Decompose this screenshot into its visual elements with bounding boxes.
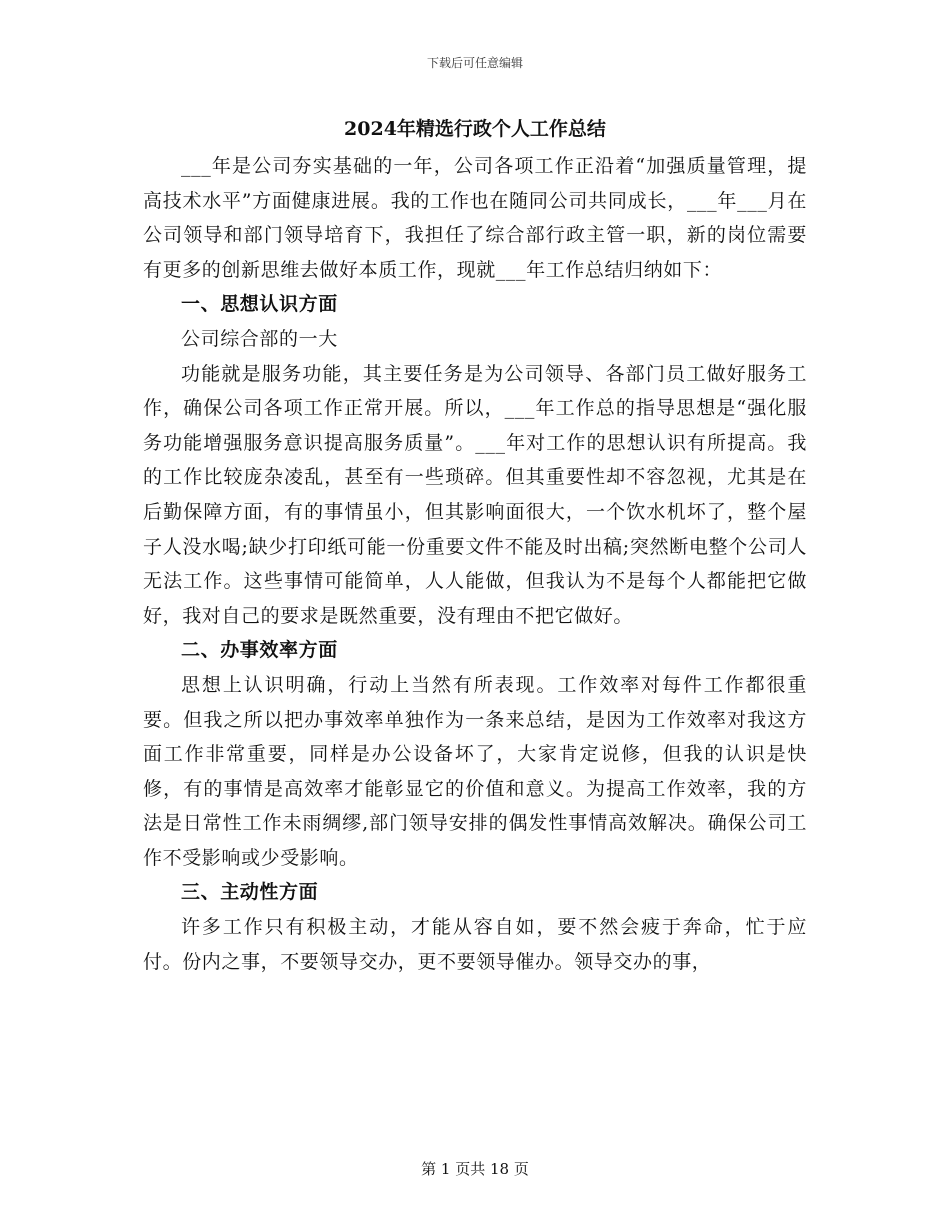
section-heading-3: 三、主动性方面 (181, 881, 319, 904)
intro-paragraph: ___年是公司夯实基础的一年，公司各项工作正沿着“加强质量管理，提高技术水平”方面健康进展。我的工作也在随同公司共同成长，___年___月在公司领导和部门领导培育下，我担任了综合部行政主管一职，新的岗位需要有更多的创新思维去做好本质工作，现就___年工作总结归纳如下： (143, 155, 807, 281)
header-note: 下载后可任意编辑 (426, 56, 523, 70)
page-number: 第 1 页共 18 页 (421, 1160, 529, 1178)
document-body (143, 149, 807, 979)
section-heading-2: 二、办事效率方面 (181, 639, 338, 662)
paragraph-1b: 功能就是服务功能，其主要任务是为公司领导、各部门员工做好服务工作，确保公司各项工作正常开展。所以，___年工作总的指导思想是“强化服务功能增强服务意识提高服务质量”。___年对工作的思想认识有所提高。我的工作比较庞杂凌乱，甚至有一些琐碎。但其重要性却不容忽视，尤其是在后勤保障方面，有的事情虽小，但其影响面很大，一个饮水机坏了，整个屋子人没水喝;缺少打印纸可能一份重要文件不能及时出稿;突然断电整个公司人无法工作。这些事情可能简单，人人能做，但我认为不是每个人都能把它做好，我对自己的要求是既然重要，没有理由不把它做好。 (143, 362, 807, 627)
paragraph-2: 思想上认识明确，行动上当然有所表现。工作效率对每件工作都很重要。但我之所以把办事效率单独作为一条来总结，是因为工作效率对我这方面工作非常重要，同样是办公设备坏了，大家肯定说修，但我的认识是快修，有的事情是高效率才能彰显它的价值和意义。为提高工作效率，我的方法是日常性工作未雨绸缪,部门领导安排的偶发性事情高效解决。确保公司工作不受影响或少受影响。 (143, 673, 807, 869)
paragraph-1a: 公司综合部的一大 (181, 327, 338, 350)
paragraph-3: 许多工作只有积极主动，才能从容自如，要不然会疲于奔命，忙于应付。份内之事，不要领导交办，更不要领导催办。领导交办的事， (143, 916, 807, 973)
section-heading-1: 一、思想认识方面 (181, 293, 338, 316)
document-title: 2024年精选行政个人工作总结 (344, 118, 606, 140)
